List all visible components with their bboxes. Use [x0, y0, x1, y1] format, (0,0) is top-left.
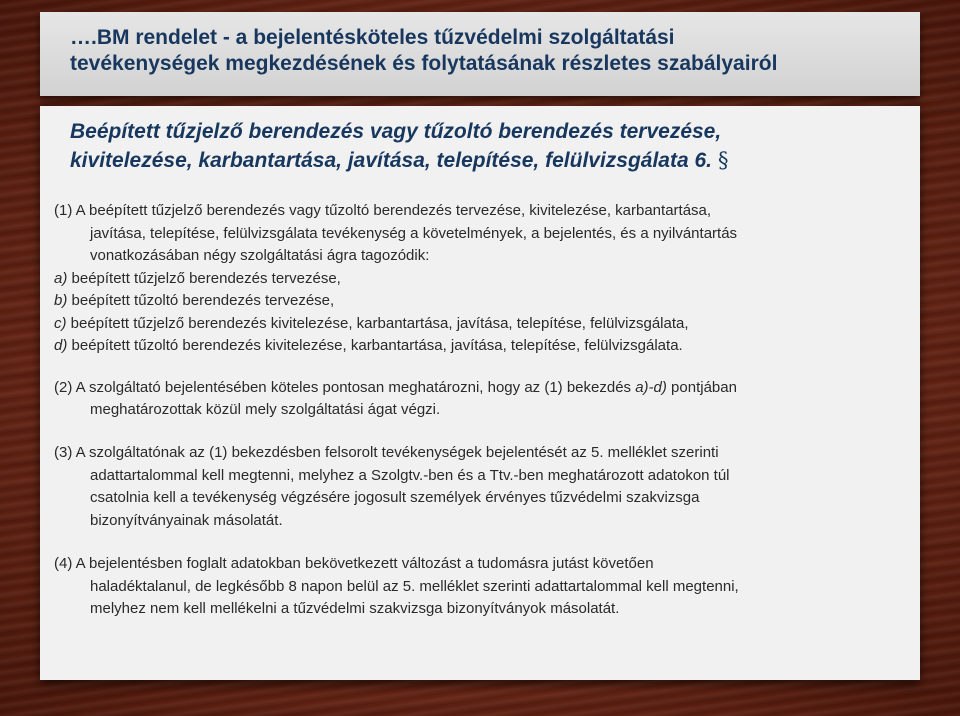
section-heading-text: kivitelezése, karbantartása, javítása, telepítése, felülvizsgálata 6.: [70, 149, 713, 172]
list-item-b-text: beépített tűzoltó berendezés tervezése,: [67, 292, 335, 309]
section-heading-line-1: Beépített tűzjelző berendezés vagy tűzoltó berendezés tervezése,: [70, 120, 722, 143]
list-item-b-label: b): [54, 292, 68, 309]
p3-line-3: csatolnia kell a tevékenység végzésére jogosult személyek érvényes tűzvédelmi szakvizsga: [90, 489, 700, 506]
list-item-c-text: beépített tűzjelző berendezés kivitelezése, karbantartása, javítása, telepítése, felülvizsgálata,: [66, 315, 689, 332]
list-item-d-text: beépített tűzoltó berendezés kivitelezése, karbantartása, javítása, telepítése, felülvizsgálata.: [67, 337, 683, 354]
content-box: [40, 106, 920, 680]
title-line-1: ….BM rendelet - a bejelentésköteles tűzvédelmi szolgáltatási: [70, 26, 675, 49]
list-item-d: [54, 337, 683, 354]
title-box: [40, 12, 920, 96]
p3-line-1: (3) A szolgáltatónak az (1) bekezdésben felsorolt tevékenységek bejelentését az 5. melléklet szerinti: [54, 444, 719, 461]
list-item-a-text: beépített tűzjelző berendezés tervezése,: [67, 270, 341, 287]
section-sign-icon: §: [718, 148, 729, 172]
list-item-a: [54, 270, 341, 287]
p2-line-1-a: (2) A szolgáltató bejelentésében köteles pontosan meghatározni, hogy az (1) bekezdés: [54, 379, 636, 396]
list-item-a-label: a): [54, 270, 68, 287]
p4-line-1: (4) A bejelentésben foglalt adatokban bekövetkezett változást a tudomásra jutást követően: [54, 555, 654, 572]
section-heading-line-2: [70, 148, 729, 173]
p3-line-4: bizonyítványainak másolatát.: [90, 512, 283, 529]
p2-line-1: [54, 379, 737, 396]
p4-line-2: haladéktalanul, de legkésőbb 8 napon belül az 5. melléklet szerinti adattartalommal kell megtenni,: [90, 578, 739, 595]
list-item-c: [54, 315, 689, 332]
p2-line-1-range: a)-d): [635, 379, 667, 396]
p2-line-2: meghatározottak közül mely szolgáltatási ágat végzi.: [90, 401, 441, 418]
p1-line-3: vonatkozásában négy szolgáltatási ágra tagozódik:: [90, 247, 430, 264]
list-item-c-label: c): [54, 315, 67, 332]
p3-line-2: adattartalommal kell megtenni, melyhez a Szolgtv.-ben és a Ttv.-ben meghatározott adatokon túl: [90, 467, 730, 484]
p2-line-1-c: pontjában: [666, 379, 737, 396]
title-line-2: tevékenységek megkezdésének és folytatásának részletes szabályairól: [70, 52, 778, 75]
p4-line-3: melyhez nem kell mellékelni a tűzvédelmi szakvizsga bizonyítványok másolatát.: [90, 600, 620, 617]
list-item-d-label: d): [54, 337, 68, 354]
p1-line-1: (1) A beépített tűzjelző berendezés vagy tűzoltó berendezés tervezése, kivitelezése, karbantartása,: [54, 202, 712, 219]
list-item-b: [54, 292, 334, 309]
p1-line-2: javítása, telepítése, felülvizsgálata tevékenység a követelmények, a bejelentés, és a nyilvántartás: [90, 225, 738, 242]
